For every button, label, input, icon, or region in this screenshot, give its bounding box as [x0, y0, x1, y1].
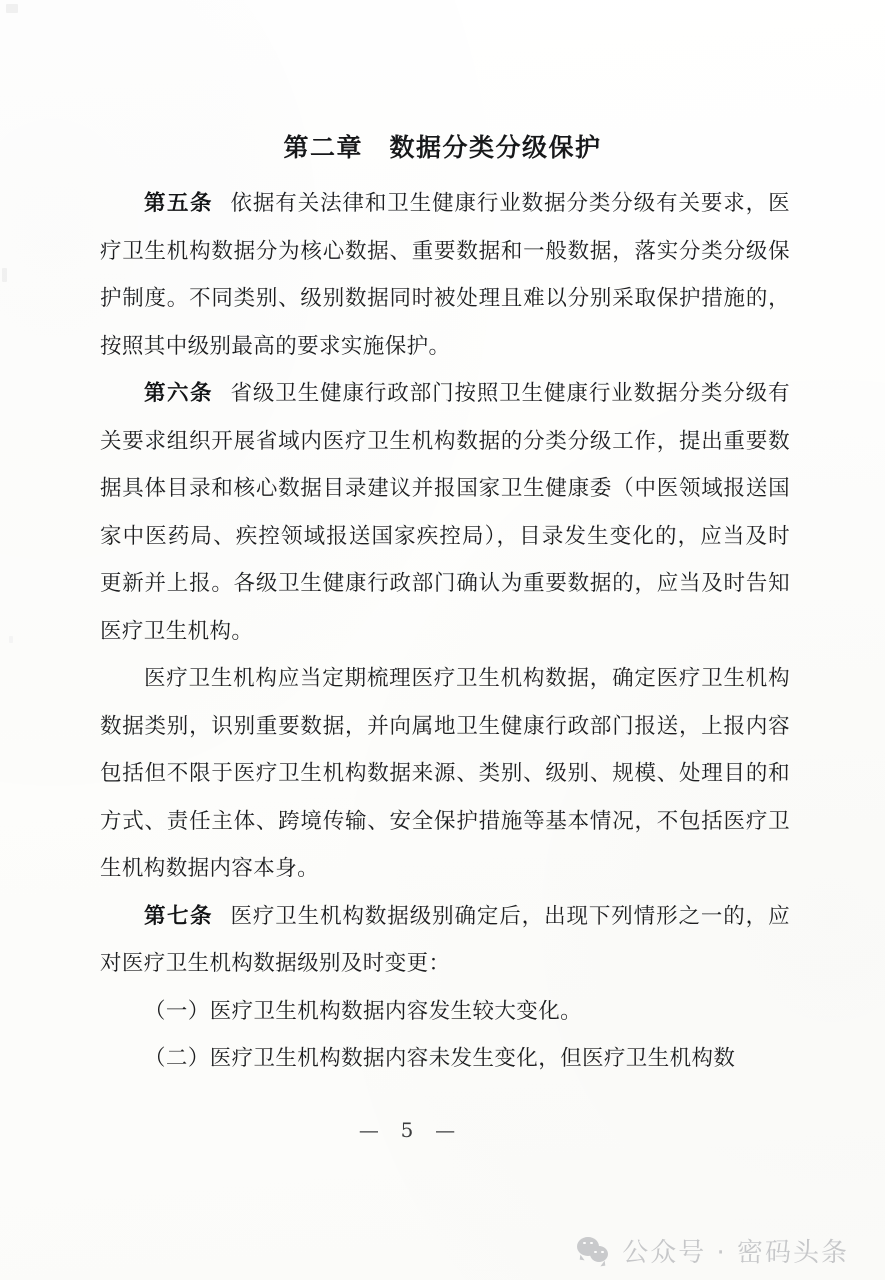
paragraph-article-6 [100, 370, 790, 655]
paragraph-text: 医疗卫生机构数据级别确定后，出现下列情形之一的，应对医疗卫生机构数据级别及时变更： [100, 903, 790, 976]
page-number: — 5 — [358, 1118, 459, 1142]
paragraph-text: 省级卫生健康行政部门按照卫生健康行业数据分类分级有关要求组织开展省域内医疗卫生机构数据的分类分级工作，提出重要数据具体目录和核心数据目录建议并报国家卫生健康委（中医领域报送国家中医药局、疾控领域报送国家疾控局），目录发生变化的，应当及时更新并上报。各级卫生健康行政部门确认为重要数据的，应当及时告知医疗卫生机构。 [100, 381, 790, 644]
body-text-block [100, 180, 790, 1083]
watermark-label: 公众号 · 密码头条 [622, 1238, 849, 1268]
chapter-title: 第二章 数据分类分级保护 [283, 133, 602, 162]
article-number-label: 第六条 [144, 381, 213, 406]
paragraph-text: （一）医疗卫生机构数据内容发生较大变化。 [144, 998, 583, 1024]
watermark [577, 1232, 849, 1269]
paragraph-text: 依据有关法律和卫生健康行业数据分类分级有关要求，医疗卫生机构数据分为核心数据、重要数据和一般数据，落实分类分级保护制度。不同类别、级别数据同时被处理且难以分别采取保护措施的，按照其中级别最高的要求实施保护。 [100, 191, 790, 359]
paragraph-article-6-second [100, 655, 790, 893]
wechat-logo-icon [577, 1236, 611, 1266]
paragraph-article-5 [100, 180, 790, 370]
paragraph-article-7 [100, 893, 790, 988]
paragraph-text: （二）医疗卫生机构数据内容未发生变化，但医疗卫生机构数 [144, 1046, 736, 1071]
paragraph-article-7-item-1 [100, 988, 790, 1036]
article-number-label: 第七条 [144, 903, 213, 929]
article-number-label: 第五条 [144, 191, 213, 216]
paragraph-article-7-item-2 [100, 1035, 790, 1083]
paragraph-text: 医疗卫生机构应当定期梳理医疗卫生机构数据，确定医疗卫生机构数据类别，识别重要数据，并向属地卫生健康行政部门报送，上报内容包括但不限于医疗卫生机构数据来源、类别、级别、规模、处理目的和方式、责任主体、跨境传输、安全保护措施等基本情况，不包括医疗卫生机构数据内容本身。 [100, 666, 790, 881]
